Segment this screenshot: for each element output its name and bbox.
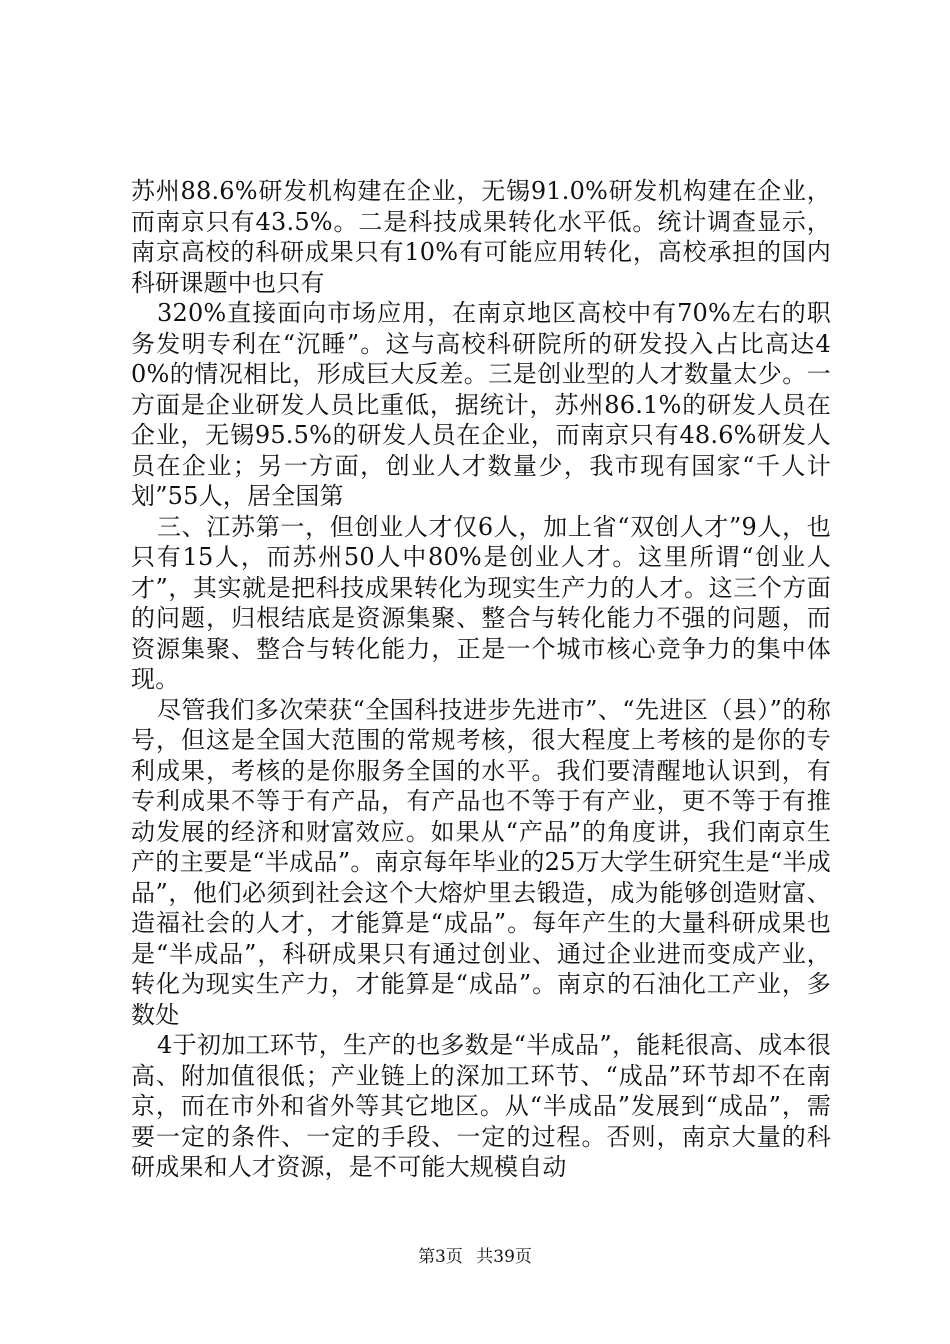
paragraph-3: 三、江苏第一，但创业人才仅6人，加上省“双创人才”9人，也只有15人，而苏州50人中80%是创业人才。这里所谓“创业人才”，其实就是把科技成果转化为现实生产力的人才。这三个方面的问题，归根结底是资源集聚、整合与转化能力不强的问题，而资源集聚、整合与转化能力，正是一个城市核心竞争力的集中体现。 [131,512,831,693]
paragraph-4: 尽管我们多次荣获“全国科技进步先进市”、“先进区（县）”的称号，但这是全国大范围的常规考核，很大程度上考核的是你的专利成果，考核的是你服务全国的水平。我们要清醒地认识到，有专利成果不等于有产品，有产品也不等于有产业，更不等于有推动发展的经济和财富效应。如果从“产品”的角度讲，我们南京生产的主要是“半成品”。南京每年毕业的25万大学生研究生是“半成品”，他们必须到社会这个大熔炉里去锻造，成为能够创造财富、造福社会的人才，才能算是“成品”。每年产生的大量科研成果也是“半成品”，科研成果只有通过创业、通过企业进而变成产业，转化为现实生产力，才能算是“成品”。南京的石油化工产业，多数处 [131,695,831,1029]
paragraph-1: 苏州88.6%研发机构建在企业，无锡91.0%研发机构建在企业，而南京只有43.5%。二是科技成果转化水平低。统计调查显示，南京高校的科研成果只有10%有可能应用转化，高校承担的国内科研课题中也只有 [131,177,831,297]
paragraph-5: 4于初加工环节，生产的也多数是“半成品”，能耗很高、成本很高、附加值很低；产业链上的深加工环节、“成品”环节却不在南京，而在市外和省外等其它地区。从“半成品”发展到“成品”，需要一定的条件、一定的手段、一定的过程。否则，南京大量的科研成果和人才资源，是不可能大规模自动 [131,1031,831,1181]
page-footer [0,1242,950,1267]
document-body [131,176,831,1183]
page-number: 第3页 [418,1247,463,1267]
paragraph-2: 320%直接面向市场应用，在南京地区高校中有70%左右的职务发明专利在“沉睡”。这与高校科研院所的研发投入占比高达40%的情况相比，形成巨大反差。三是创业型的人才数量太少。一方面是企业研发人员比重低，据统计，苏州86.1%的研发人员在企业，无锡95.5%的研发人员在企业，而南京只有48.6%研发人员在企业；另一方面，创业人才数量少，我市现有国家“千人计划”55人，居全国第 [131,299,831,510]
page-total: 共39页 [476,1247,532,1267]
